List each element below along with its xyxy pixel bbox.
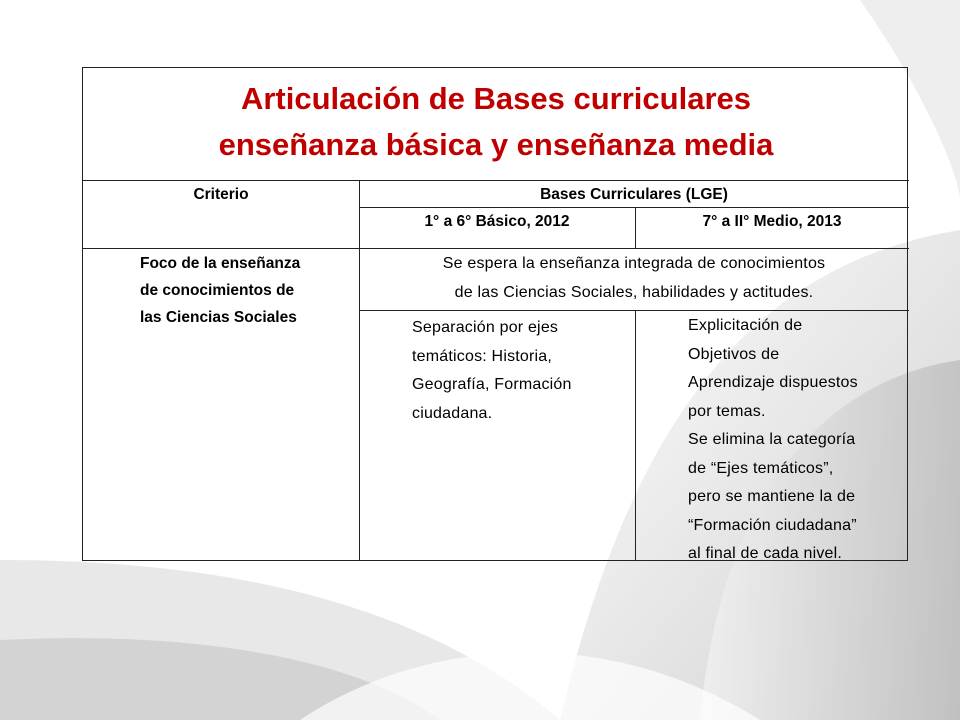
medio-line: de “Ejes temáticos”,	[688, 459, 834, 477]
header-criterio: Criterio	[193, 186, 249, 203]
medio-line: Aprendizaje dispuestos	[688, 374, 858, 391]
rule-col2-bottom	[635, 310, 636, 561]
rule-title	[83, 180, 909, 181]
basico-line: ciudadana.	[412, 404, 493, 422]
medio-line: por temas.	[688, 402, 766, 420]
basico-line: Geografía, Formación	[412, 376, 572, 393]
shared-line: de las Ciencias Sociales, habilidades y actitudes.	[454, 283, 814, 301]
medio-line: al final de cada nivel.	[688, 545, 843, 562]
medio-line: Explicitación de	[688, 317, 803, 334]
shared-description	[359, 250, 909, 307]
medio-line: Objetivos de	[688, 345, 780, 363]
medio-line: Se elimina la categoría	[688, 431, 856, 448]
focus-line: las Ciencias Sociales	[140, 309, 297, 326]
basico-line: temáticos: Historia,	[412, 347, 553, 365]
rule-header	[359, 207, 909, 208]
medio-line: “Formación ciudadana”	[688, 516, 857, 534]
subheader-basico: 1° a 6° Básico, 2012	[424, 213, 570, 230]
comparison-table	[82, 67, 908, 561]
medio-description	[688, 312, 906, 569]
focus-line: Foco de la enseñanza	[140, 255, 301, 272]
focus-line: de conocimientos de	[140, 282, 295, 299]
subheader-medio: 7° a II° Medio, 2013	[702, 213, 842, 230]
rule-shared	[359, 310, 909, 311]
slide-title	[83, 76, 909, 168]
basico-description	[412, 314, 632, 428]
medio-line: pero se mantiene la de	[688, 488, 856, 505]
basico-line: Separación por ejes	[412, 319, 559, 336]
title-line-1: Articulación de Bases curriculares	[240, 81, 751, 116]
rule-subheader	[83, 248, 909, 249]
focus-criterion	[140, 250, 355, 331]
title-line-2: enseñanza básica y enseñanza media	[218, 127, 774, 162]
shared-line: Se espera la enseñanza integrada de conocimientos	[442, 255, 826, 272]
rule-col1	[359, 180, 360, 561]
header-bases-curriculares: Bases Curriculares (LGE)	[540, 186, 728, 203]
